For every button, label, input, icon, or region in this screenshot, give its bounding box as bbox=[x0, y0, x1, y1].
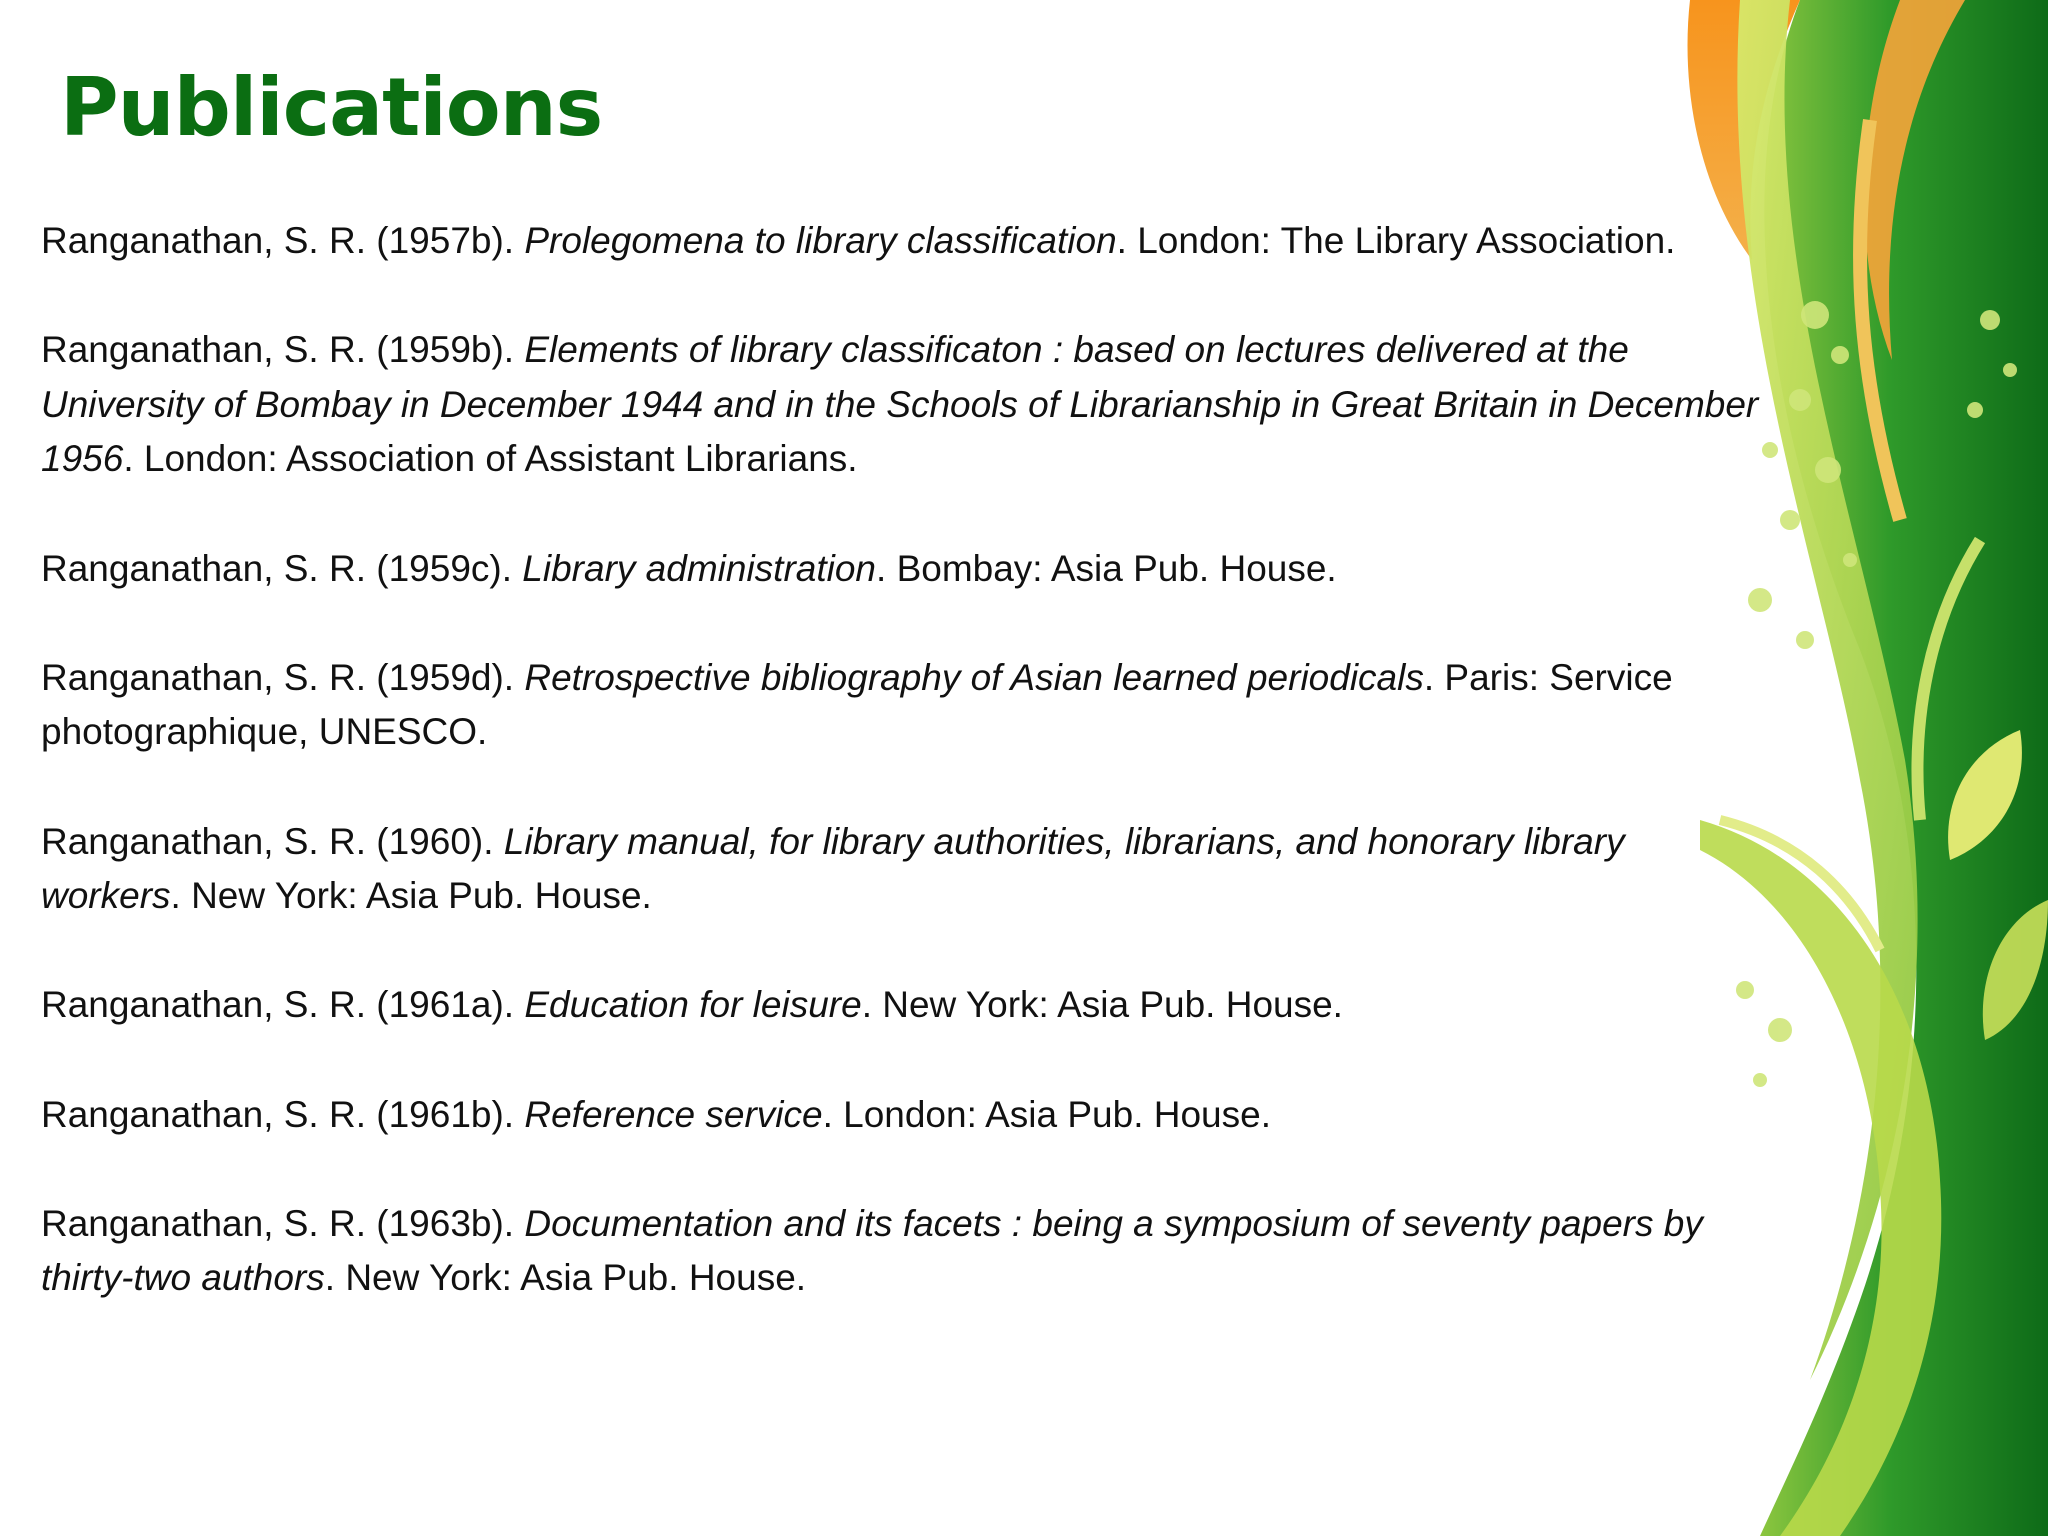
reference-publisher: . London: The Library Association. bbox=[1116, 220, 1676, 261]
list-item bbox=[41, 978, 1761, 1033]
reference-title: Library manual, for library authorities, librarians, and honorary library workers bbox=[41, 820, 1625, 917]
reference-title: Retrospective bibliography of Asian learned periodicals bbox=[524, 656, 1424, 698]
reference-author-year: Ranganathan, S. R. (1957b). bbox=[41, 220, 525, 261]
reference-author-year: Ranganathan, S. R. (1959d). bbox=[41, 656, 525, 698]
reference-author-year: Ranganathan, S. R. (1960). bbox=[41, 820, 504, 862]
reference-author-year: Ranganathan, S. R. (1961b). bbox=[41, 1093, 525, 1135]
page-title: Publications bbox=[60, 61, 603, 154]
reference-publisher: . New York: Asia Pub. House. bbox=[170, 875, 652, 917]
reference-title: Prolegomena to library classification bbox=[524, 220, 1117, 261]
reference-publisher: . London: Asia Pub. House. bbox=[822, 1093, 1271, 1135]
list-item bbox=[41, 651, 1761, 760]
reference-title: Library administration bbox=[522, 547, 877, 589]
reference-title: Elements of library classificaton : based on lectures delivered at the University of Bombay in December 1944 and in the Schools of Librarianship in Great Britain in December 1956 bbox=[41, 329, 1759, 480]
reference-author-year: Ranganathan, S. R. (1959b). bbox=[41, 329, 525, 371]
reference-author-year: Ranganathan, S. R. (1961a). bbox=[41, 984, 525, 1026]
list-item bbox=[41, 1197, 1761, 1306]
reference-author-year: Ranganathan, S. R. (1959c). bbox=[41, 547, 523, 589]
reference-title: Reference service bbox=[524, 1093, 823, 1135]
reference-publisher: . New York: Asia Pub. House. bbox=[861, 984, 1343, 1026]
reference-title: Documentation and its facets : being a symposium of seventy papers by thirty-two authors bbox=[41, 1202, 1703, 1299]
reference-author-year: Ranganathan, S. R. (1963b). bbox=[41, 1202, 525, 1244]
reference-publisher: . London: Association of Assistant Librarians. bbox=[123, 438, 858, 480]
reference-publisher: . Bombay: Asia Pub. House. bbox=[876, 547, 1337, 589]
reference-publisher: . Paris: Service photographique, UNESCO. bbox=[41, 656, 1673, 753]
reference-list bbox=[41, 214, 1761, 1360]
reference-publisher: . New York: Asia Pub. House. bbox=[324, 1257, 807, 1299]
list-item bbox=[41, 542, 1761, 597]
list-item bbox=[41, 815, 1761, 924]
list-item bbox=[41, 1088, 1761, 1143]
list-item bbox=[41, 323, 1761, 487]
list-item bbox=[41, 214, 1761, 269]
reference-title: Education for leisure bbox=[524, 984, 862, 1026]
